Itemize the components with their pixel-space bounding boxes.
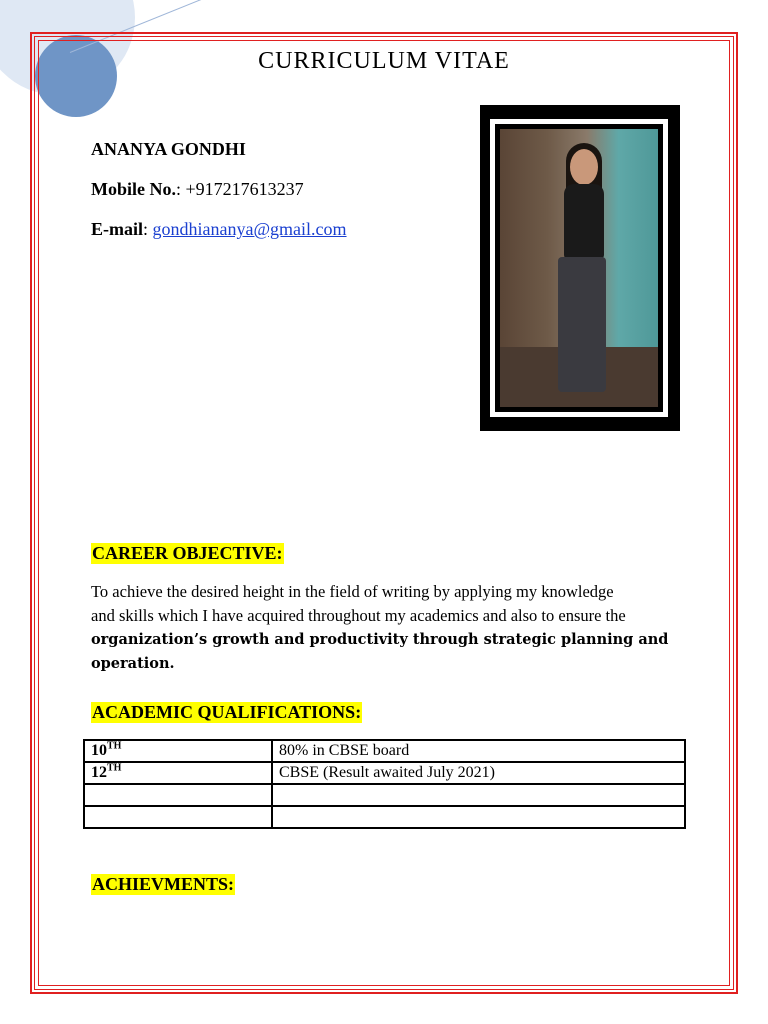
qualification-level: 10TH [84,740,272,762]
email-line [91,219,347,240]
profile-photo [500,129,658,407]
qualification-level: 12TH [84,762,272,784]
qualification-detail [272,784,685,806]
table-row [84,762,685,784]
mobile-line [91,179,304,200]
email-label: E-mail [91,219,143,239]
career-objective-text [91,580,691,676]
table-row [84,784,685,806]
email-link[interactable]: gondhiananya@gmail.com [152,219,347,239]
objective-line-2: and skills which I have acquired throughout my academics and also to ensure the [91,606,626,625]
document-title: CURRICULUM VITAE [258,48,510,74]
email-separator: : [143,219,153,239]
qualification-detail [272,806,685,828]
achievements-heading: ACHIEVMENTS: [92,874,235,894]
mobile-label: Mobile No. [91,179,176,199]
candidate-name: ANANYA GONDHI [91,139,246,159]
mobile-value: : +917217613237 [176,179,304,199]
academic-qualifications-heading: ACADEMIC QUALIFICATIONS: [92,702,362,722]
table-row [84,806,685,828]
objective-line-1: To achieve the desired height in the field of writing by applying my knowledge [91,582,614,601]
table-row [84,740,685,762]
qualification-level [84,806,272,828]
qualification-detail: 80% in CBSE board [272,740,685,762]
qualification-level [84,784,272,806]
academic-table [83,739,686,829]
profile-photo-frame [480,105,680,431]
objective-line-3: organization’s growth and productivity through strategic planning and operation. [91,631,669,672]
qualification-detail: CBSE (Result awaited July 2021) [272,762,685,784]
career-objective-heading: CAREER OBJECTIVE: [92,543,283,563]
